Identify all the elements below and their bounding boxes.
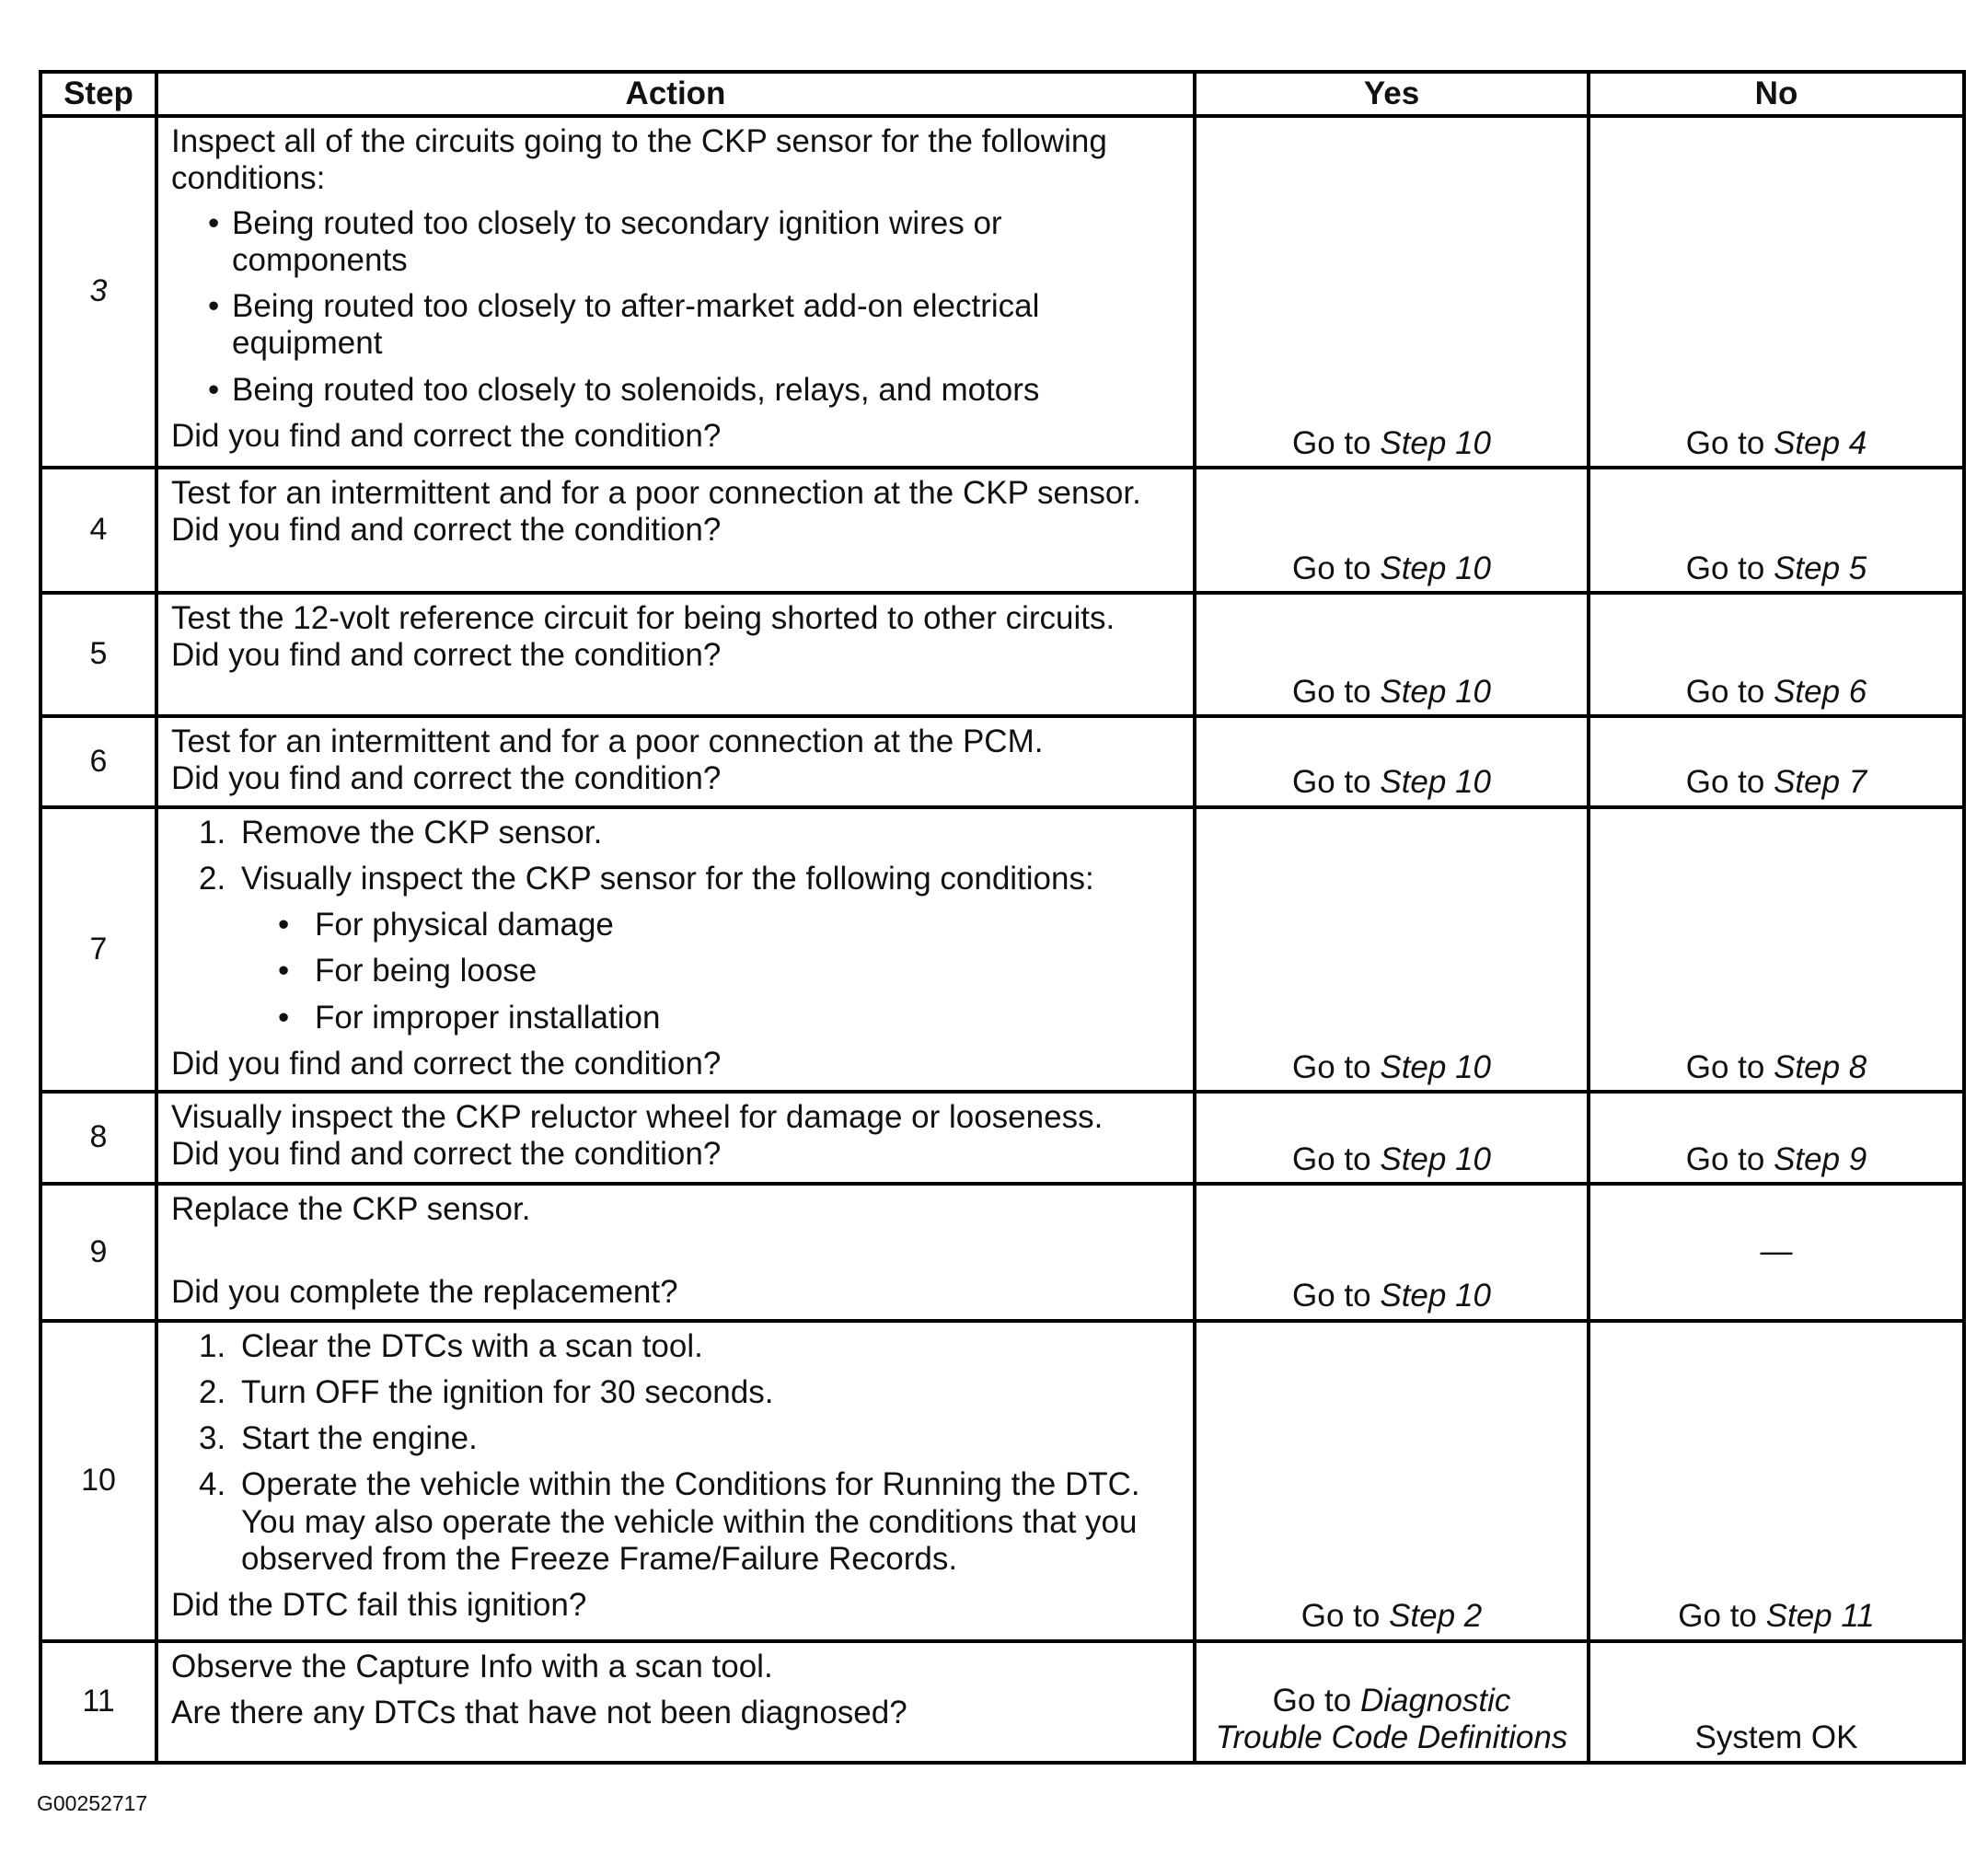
condition-list xyxy=(171,205,1182,409)
action-cell xyxy=(156,1092,1195,1184)
table-row xyxy=(40,116,1964,468)
action-question: Did you find and correct the condition? xyxy=(171,760,722,797)
yes-target: Step 10 xyxy=(1380,1140,1491,1177)
step-number: 3 xyxy=(40,116,156,468)
yes-cell: Go to Step 10 xyxy=(1195,807,1589,1093)
figure-id: G00252717 xyxy=(37,1791,148,1815)
no-target: Step 4 xyxy=(1774,424,1867,461)
action-cell xyxy=(156,593,1195,716)
yes-target: Step 10 xyxy=(1380,550,1491,586)
table-row xyxy=(40,1321,1964,1641)
list-item: 3. Start the engine. xyxy=(199,1420,478,1456)
list-item: • For being loose xyxy=(272,953,1182,990)
yes-target-continued: Trouble Code Definitions xyxy=(1215,1719,1568,1756)
no-cell: Go to Step 11 xyxy=(1589,1321,1964,1641)
yes-target: Step 10 xyxy=(1380,1048,1491,1085)
no-target: Step 7 xyxy=(1774,764,1867,801)
table-row xyxy=(40,716,1964,807)
action-cell xyxy=(156,1184,1195,1321)
no-target: Step 6 xyxy=(1774,673,1867,710)
yes-cell: Go to Step 10 xyxy=(1195,1092,1589,1184)
step-number: 9 xyxy=(40,1184,156,1321)
header-step: Step xyxy=(40,72,156,116)
no-cell: Go to Step 8 xyxy=(1589,807,1964,1093)
action-cell xyxy=(156,716,1195,807)
yes-target: Step 10 xyxy=(1380,424,1491,461)
action-instruction: Replace the CKP sensor. xyxy=(171,1191,531,1227)
yes-cell: Go to Step 10 xyxy=(1195,116,1589,468)
action-cell xyxy=(156,1321,1195,1641)
yes-cell: Go to Diagnostic Trouble Code Definitions xyxy=(1195,1641,1589,1763)
action-question: Did you find and correct the condition? xyxy=(171,512,722,549)
action-question: Did you find and correct the condition? xyxy=(171,417,722,454)
header-no: No xyxy=(1589,72,1964,116)
no-target: Step 8 xyxy=(1774,1048,1867,1085)
no-cell: — xyxy=(1589,1184,1964,1321)
list-item: 2. Turn OFF the ignition for 30 seconds. xyxy=(199,1373,774,1410)
step-number: 8 xyxy=(40,1092,156,1184)
procedure-list xyxy=(171,815,1182,1036)
condition-list xyxy=(241,907,1182,1036)
yes-cell: Go to Step 2 xyxy=(1195,1321,1589,1641)
diagnostic-step-table xyxy=(39,70,1966,1765)
table-row xyxy=(40,1184,1964,1321)
header-yes: Yes xyxy=(1195,72,1589,116)
list-item: • For improper installation xyxy=(272,1000,1182,1036)
yes-cell: Go to Step 10 xyxy=(1195,1184,1589,1321)
table-row xyxy=(40,593,1964,716)
action-question: Did you find and correct the condition? xyxy=(171,1045,722,1082)
step-number: 5 xyxy=(40,593,156,716)
action-question: Did the DTC fail this ignition? xyxy=(171,1587,587,1623)
action-question: Did you find and correct the condition? xyxy=(171,1136,722,1173)
action-instruction: Test for an intermittent and for a poor connection at the PCM. xyxy=(171,723,1044,759)
yes-cell: Go to Step 10 xyxy=(1195,593,1589,716)
list-item: 2. Visually inspect the CKP sensor for the following conditions: • For physical damage • For being loose • For improper installation xyxy=(199,861,1182,1036)
yes-target: Step 10 xyxy=(1380,673,1491,710)
yes-target: Step 10 xyxy=(1380,1278,1491,1314)
list-item: • Being routed too closely to after-market add-on electrical equipment xyxy=(202,288,1182,363)
action-question: Are there any DTCs that have not been diagnosed? xyxy=(171,1694,907,1730)
yes-target: Step 10 xyxy=(1380,764,1491,801)
no-cell: System OK xyxy=(1589,1641,1964,1763)
list-item: 1. Remove the CKP sensor. xyxy=(199,814,603,851)
list-item: 1. Clear the DTCs with a scan tool. xyxy=(199,1327,703,1364)
table-row xyxy=(40,468,1964,593)
yes-cell: Go to Step 10 xyxy=(1195,468,1589,593)
action-instruction: Test the 12-volt reference circuit for being shorted to other circuits. xyxy=(171,600,1115,636)
list-item: • Being routed too closely to secondary ignition wires or components xyxy=(202,205,1182,280)
step-number: 6 xyxy=(40,716,156,807)
no-target: Step 5 xyxy=(1774,550,1867,586)
step-number: 10 xyxy=(40,1321,156,1641)
step-number: 7 xyxy=(40,807,156,1093)
yes-cell: Go to Step 10 xyxy=(1195,716,1589,807)
action-cell xyxy=(156,807,1195,1093)
action-question: Did you find and correct the condition? xyxy=(171,637,722,674)
no-cell: Go to Step 7 xyxy=(1589,716,1964,807)
action-cell xyxy=(156,116,1195,468)
yes-target: Diagnostic xyxy=(1359,1683,1511,1719)
list-item: • For physical damage xyxy=(272,907,1182,943)
no-cell: Go to Step 9 xyxy=(1589,1092,1964,1184)
no-cell: Go to Step 4 xyxy=(1589,116,1964,468)
list-item: • Being routed too closely to solenoids, relays, and motors xyxy=(202,372,1182,409)
step-number: 4 xyxy=(40,468,156,593)
yes-target: Step 2 xyxy=(1389,1598,1483,1635)
list-item: 4. Operate the vehicle within the Conditions for Running the DTC. You may also operate the vehicle within the conditions that you observed from the Freeze Frame/Failure Records. xyxy=(199,1466,1140,1577)
action-cell xyxy=(156,468,1195,593)
header-action: Action xyxy=(156,72,1195,116)
action-cell xyxy=(156,1641,1195,1763)
table-row xyxy=(40,1092,1964,1184)
action-instruction: Inspect all of the circuits going to the CKP sensor for the following conditions: xyxy=(171,123,1107,197)
action-instruction: Visually inspect the CKP reluctor wheel for damage or looseness. xyxy=(171,1099,1104,1135)
no-target: Step 9 xyxy=(1774,1140,1867,1177)
no-cell: Go to Step 6 xyxy=(1589,593,1964,716)
no-cell: Go to Step 5 xyxy=(1589,468,1964,593)
step-number: 11 xyxy=(40,1641,156,1763)
procedure-list xyxy=(171,1328,1182,1579)
table-header-row xyxy=(40,72,1964,116)
table-row xyxy=(40,1641,1964,1763)
no-target: Step 11 xyxy=(1765,1598,1875,1635)
action-question: Did you complete the replacement? xyxy=(171,1274,678,1311)
table-row xyxy=(40,807,1964,1093)
action-instruction: Observe the Capture Info with a scan tool. xyxy=(171,1648,773,1684)
action-instruction: Test for an intermittent and for a poor connection at the CKP sensor. xyxy=(171,475,1141,511)
